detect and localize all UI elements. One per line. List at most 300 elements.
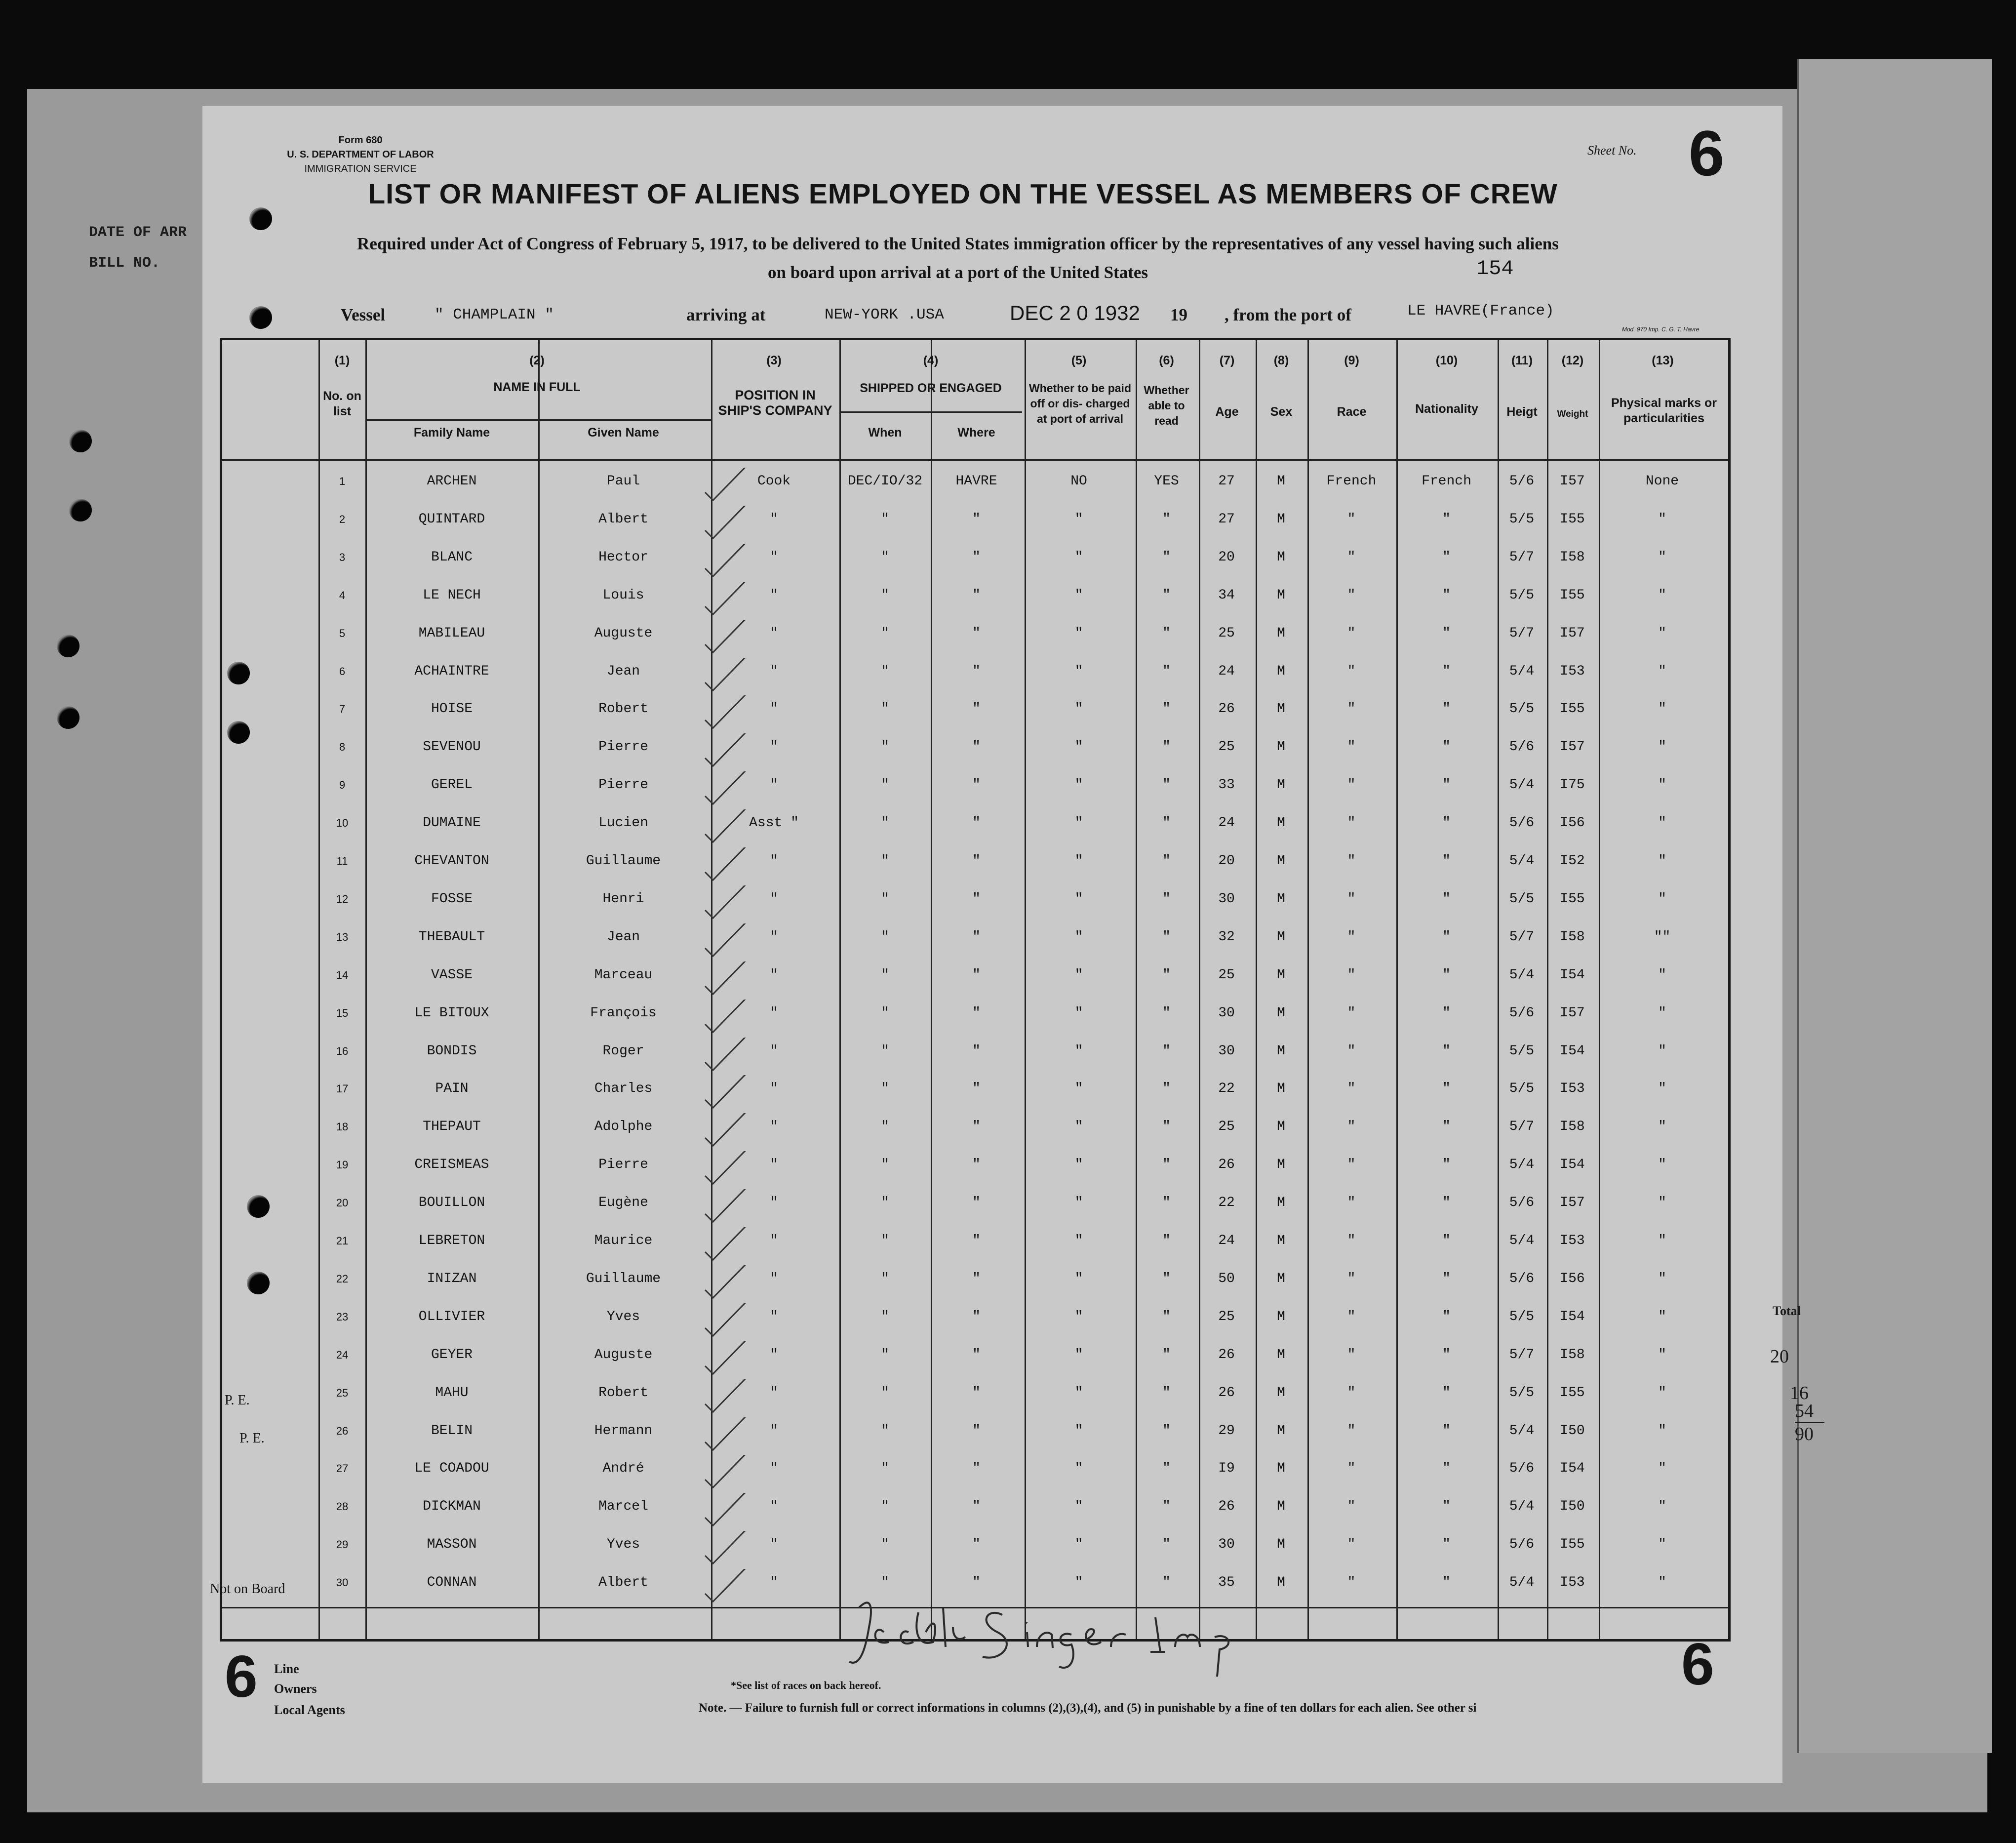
- cell-weight: I57: [1560, 1195, 1585, 1211]
- cell-able-to-read: ": [1162, 929, 1171, 945]
- cell-position: ": [770, 853, 778, 869]
- cell-shipped-where: ": [972, 739, 981, 755]
- cell-nationality: ": [1442, 549, 1451, 565]
- cell-able-to-read: ": [1162, 1119, 1171, 1135]
- cell-nationality: ": [1442, 1005, 1451, 1021]
- cell-shipped-where: ": [972, 1423, 981, 1439]
- cell-race: ": [1347, 1461, 1356, 1477]
- cell-paid-off: ": [1074, 815, 1083, 831]
- cell-given-name: François: [590, 1005, 657, 1021]
- cell-weight: I55: [1560, 1385, 1585, 1401]
- cell-race: ": [1347, 891, 1356, 907]
- table-row: [222, 468, 1728, 505]
- cell-weight: I50: [1560, 1423, 1585, 1439]
- cell-nationality: ": [1442, 777, 1451, 793]
- pencil-totals-label: Total: [1773, 1304, 1801, 1318]
- cell-position: ": [770, 1005, 778, 1021]
- col-when: When: [868, 426, 902, 440]
- cell-position: ": [770, 891, 778, 907]
- cell-physical-marks: ": [1658, 1575, 1666, 1591]
- vessel-line: [0, 301, 1708, 330]
- cell-able-to-read: ": [1162, 1385, 1171, 1401]
- underlying-sheet-text: [89, 217, 187, 279]
- cell-family-name: LE NECH: [423, 587, 481, 603]
- cell-shipped-when: ": [881, 1043, 889, 1059]
- cell-able-to-read: ": [1162, 1233, 1171, 1248]
- cell-paid-off: ": [1074, 1385, 1083, 1401]
- cell-paid-off: ": [1074, 1043, 1083, 1059]
- table-row: [222, 695, 1728, 733]
- cell-shipped-when: ": [881, 1423, 889, 1439]
- check-mark: [696, 1227, 755, 1265]
- cell-age: 24: [1218, 1233, 1235, 1248]
- cell-shipped-when: ": [881, 1461, 889, 1477]
- inspector-signature: [839, 1588, 1333, 1682]
- cell-height: 5/4: [1509, 1233, 1535, 1248]
- cell-shipped-where: ": [972, 891, 981, 907]
- cell-height: 5/7: [1509, 549, 1535, 565]
- manifest-number: 154: [1476, 257, 1514, 280]
- cell-family-name: PAIN: [435, 1081, 469, 1097]
- header-rule: [222, 459, 1728, 461]
- date-of-arrival-label: DATE OF ARR: [89, 224, 187, 241]
- cell-weight: I57: [1560, 739, 1585, 755]
- cell-paid-off: ": [1074, 1537, 1083, 1553]
- check-mark: [696, 658, 755, 695]
- cell-shipped-when: ": [881, 1157, 889, 1173]
- form-number: Form 680: [338, 135, 383, 146]
- cell-weight: I53: [1560, 1233, 1585, 1248]
- col-nationality: Nationality: [1415, 402, 1478, 416]
- col1-number: (1): [334, 354, 350, 367]
- cell-family-name: BOUILLON: [418, 1195, 485, 1211]
- check-mark: [696, 1075, 755, 1113]
- cell-position: ": [770, 739, 778, 755]
- cell-shipped-where: ": [972, 1271, 981, 1286]
- footer-races-note: *See list of races on back hereof.: [731, 1679, 881, 1691]
- cell-age: 26: [1218, 1157, 1235, 1173]
- cell-position: ": [770, 929, 778, 945]
- cell-age: 25: [1218, 625, 1235, 641]
- cell-shipped-when: ": [881, 1271, 889, 1286]
- punch-hole: [69, 430, 92, 452]
- cell-paid-off: ": [1074, 1081, 1083, 1097]
- cell-shipped-when: ": [881, 1385, 889, 1401]
- cell-sex: M: [1277, 815, 1285, 831]
- cell-sex: M: [1277, 474, 1285, 489]
- cell-race: ": [1347, 1423, 1356, 1439]
- cell-able-to-read: ": [1162, 1499, 1171, 1515]
- cell-sex: M: [1277, 1385, 1285, 1401]
- cell-height: 5/6: [1509, 739, 1535, 755]
- cell-nationality: French: [1422, 474, 1471, 489]
- col-where: Where: [957, 426, 995, 440]
- cell-physical-marks: ": [1658, 1195, 1666, 1211]
- table-row: [222, 1151, 1728, 1189]
- check-mark: [696, 1265, 755, 1303]
- cell-age: 26: [1218, 1347, 1235, 1362]
- cell-row-number: 13: [336, 930, 349, 943]
- cell-position: ": [770, 1423, 778, 1439]
- cell-physical-marks: ": [1658, 549, 1666, 565]
- cell-height: 5/5: [1509, 891, 1535, 907]
- cell-age: 30: [1218, 1043, 1235, 1059]
- cell-race: ": [1347, 1233, 1356, 1248]
- cell-age: 30: [1218, 891, 1235, 907]
- cell-given-name: Pierre: [598, 777, 648, 793]
- cell-sex: M: [1277, 587, 1285, 603]
- cell-height: 5/5: [1509, 1309, 1535, 1324]
- cell-weight: I54: [1560, 1157, 1585, 1173]
- arriving-port: NEW-YORK .USA: [825, 306, 944, 323]
- cell-sex: M: [1277, 853, 1285, 869]
- cell-shipped-when: ": [881, 1499, 889, 1515]
- cell-nationality: ": [1442, 511, 1451, 527]
- cell-family-name: QUINTARD: [418, 511, 485, 527]
- cell-family-name: ACHAINTRE: [414, 663, 489, 679]
- cell-race: ": [1347, 1347, 1356, 1362]
- cell-nationality: ": [1442, 1537, 1451, 1553]
- cell-nationality: ": [1442, 1575, 1451, 1591]
- cell-given-name: Louis: [602, 587, 644, 603]
- cell-paid-off: ": [1074, 891, 1083, 907]
- bill-no-label: BILL NO.: [89, 255, 160, 272]
- cell-height: 5/4: [1509, 1423, 1535, 1439]
- cell-able-to-read: ": [1162, 1195, 1171, 1211]
- cell-age: 24: [1218, 663, 1235, 679]
- cell-race: ": [1347, 701, 1356, 717]
- table-row: [222, 506, 1728, 543]
- cell-family-name: GEYER: [431, 1347, 473, 1362]
- cell-weight: I58: [1560, 1347, 1585, 1362]
- cell-able-to-read: ": [1162, 853, 1171, 869]
- table-row: [222, 885, 1728, 923]
- cell-position: ": [770, 1157, 778, 1173]
- from-port: LE HAVRE(France): [1407, 302, 1554, 320]
- cell-row-number: 24: [336, 1348, 349, 1361]
- cell-weight: I54: [1560, 1461, 1585, 1477]
- cell-race: ": [1347, 1385, 1356, 1401]
- cell-row-number: 17: [336, 1082, 349, 1095]
- cell-row-number: 25: [336, 1386, 349, 1399]
- cell-able-to-read: ": [1162, 1005, 1171, 1021]
- check-mark: [696, 468, 755, 505]
- check-mark: [696, 1455, 755, 1492]
- cell-given-name: Robert: [598, 701, 648, 717]
- cell-race: ": [1347, 1575, 1356, 1591]
- cell-height: 5/6: [1509, 1537, 1535, 1553]
- cell-position: ": [770, 701, 778, 717]
- cell-sex: M: [1277, 549, 1285, 565]
- cell-row-number: 10: [336, 817, 349, 830]
- cell-height: 5/5: [1509, 1385, 1535, 1401]
- col8-number: (8): [1273, 354, 1289, 367]
- cell-position: Cook: [757, 474, 791, 489]
- cell-height: 5/5: [1509, 1043, 1535, 1059]
- cell-family-name: MAHU: [435, 1385, 469, 1401]
- table-row: [222, 1493, 1728, 1530]
- col12-number: (12): [1561, 354, 1584, 367]
- cell-age: 32: [1218, 929, 1235, 945]
- cell-weight: I56: [1560, 1271, 1585, 1286]
- cell-given-name: Guillaume: [586, 853, 661, 869]
- cell-shipped-when: DEC/IO/32: [847, 474, 923, 489]
- table-row: [222, 1038, 1728, 1075]
- footer-line-label: Line: [274, 1662, 299, 1676]
- cell-position: ": [770, 1575, 778, 1591]
- cell-family-name: LE COADOU: [414, 1461, 489, 1477]
- cell-physical-marks: ": [1658, 815, 1666, 831]
- cell-race: ": [1347, 1043, 1356, 1059]
- cell-weight: I55: [1560, 701, 1585, 717]
- cell-sex: M: [1277, 929, 1285, 945]
- cell-shipped-where: ": [972, 1499, 981, 1515]
- cell-shipped-when: ": [881, 777, 889, 793]
- col-shipped-engaged: SHIPPED OR ENGAGED: [860, 381, 1002, 395]
- cell-paid-off: ": [1074, 1119, 1083, 1135]
- cell-shipped-where: ": [972, 1081, 981, 1097]
- cell-given-name: Yves: [606, 1537, 640, 1553]
- cell-sex: M: [1277, 663, 1285, 679]
- check-mark: [696, 885, 755, 923]
- check-mark: [696, 847, 755, 885]
- cell-physical-marks: ": [1658, 1537, 1666, 1553]
- table-row: [222, 1341, 1728, 1379]
- cell-paid-off: ": [1074, 549, 1083, 565]
- cell-physical-marks: ": [1658, 1347, 1666, 1362]
- cell-age: 25: [1218, 967, 1235, 983]
- cell-height: 5/7: [1509, 1347, 1535, 1362]
- vessel-label: Vessel: [341, 305, 386, 324]
- cell-family-name: BELIN: [431, 1423, 473, 1439]
- cell-given-name: Paul: [606, 474, 640, 489]
- cell-shipped-when: ": [881, 701, 889, 717]
- cell-weight: I53: [1560, 1575, 1585, 1591]
- cell-given-name: Albert: [598, 1575, 648, 1591]
- cell-shipped-where: ": [972, 1043, 981, 1059]
- cell-row-number: 26: [336, 1424, 349, 1437]
- check-mark: [696, 1493, 755, 1530]
- cell-race: ": [1347, 1119, 1356, 1135]
- cell-shipped-where: ": [972, 1195, 981, 1211]
- check-mark: [696, 1113, 755, 1151]
- cell-shipped-when: ": [881, 967, 889, 983]
- cell-row-number: 22: [336, 1272, 349, 1285]
- cell-row-number: 29: [336, 1538, 349, 1551]
- cell-shipped-when: ": [881, 511, 889, 527]
- cell-age: 29: [1218, 1423, 1235, 1439]
- check-mark: [696, 1531, 755, 1568]
- cell-given-name: Roger: [602, 1043, 644, 1059]
- cell-able-to-read: ": [1162, 1423, 1171, 1439]
- col-race: Race: [1337, 405, 1367, 419]
- cell-weight: I53: [1560, 1081, 1585, 1097]
- cell-sex: M: [1277, 777, 1285, 793]
- cell-nationality: ": [1442, 929, 1451, 945]
- cell-race: ": [1347, 815, 1356, 831]
- table-row: [222, 771, 1728, 809]
- cell-shipped-where: ": [972, 511, 981, 527]
- cell-age: 30: [1218, 1005, 1235, 1021]
- cell-family-name: DICKMAN: [423, 1499, 481, 1515]
- cell-shipped-where: ": [972, 1385, 981, 1401]
- cell-physical-marks: ": [1658, 1271, 1666, 1286]
- cell-weight: I57: [1560, 1005, 1585, 1021]
- cell-nationality: ": [1442, 1385, 1451, 1401]
- cell-shipped-where: ": [972, 1537, 981, 1553]
- cell-family-name: LEBRETON: [418, 1233, 485, 1248]
- cell-nationality: ": [1442, 1119, 1451, 1135]
- punch-hole: [57, 706, 79, 729]
- cell-age: 20: [1218, 853, 1235, 869]
- cell-given-name: Henri: [602, 891, 644, 907]
- cell-weight: I55: [1560, 587, 1585, 603]
- year-prefix: 19: [1170, 305, 1187, 324]
- cell-nationality: ": [1442, 891, 1451, 907]
- cell-shipped-when: ": [881, 1119, 889, 1135]
- table-row: [222, 1227, 1728, 1265]
- cell-shipped-when: ": [881, 1575, 889, 1591]
- from-label: , from the port of: [1225, 305, 1351, 324]
- pencil-total-3: 54: [1795, 1400, 1824, 1423]
- footer-local-agents-label: Local Agents: [274, 1703, 345, 1717]
- form-header: [252, 133, 469, 176]
- cell-age: 27: [1218, 474, 1235, 489]
- cell-family-name: LE BITOUX: [414, 1005, 489, 1021]
- cell-weight: I54: [1560, 1309, 1585, 1324]
- cell-row-number: 5: [339, 627, 346, 640]
- cell-row-number: 2: [339, 513, 346, 525]
- table-row: [222, 658, 1728, 695]
- cell-age: 50: [1218, 1271, 1235, 1286]
- cell-row-number: 20: [336, 1197, 349, 1209]
- col-paid-off: Whether to be paid off or dis- charged at port of arrival: [1029, 382, 1131, 425]
- cell-nationality: ": [1442, 1081, 1451, 1097]
- cell-given-name: Adolphe: [594, 1119, 653, 1135]
- col5-number: (5): [1071, 354, 1087, 367]
- cell-physical-marks: ": [1658, 663, 1666, 679]
- margin-note-not-on-board: Not on Board: [210, 1581, 285, 1597]
- cell-shipped-where: ": [972, 1157, 981, 1173]
- cell-nationality: ": [1442, 853, 1451, 869]
- sheet-label: Sheet No.: [1587, 143, 1637, 158]
- cell-age: 30: [1218, 1537, 1235, 1553]
- cell-shipped-where: ": [972, 815, 981, 831]
- cell-shipped-when: ": [881, 891, 889, 907]
- cell-physical-marks: ": [1658, 1423, 1666, 1439]
- cell-race: ": [1347, 1309, 1356, 1324]
- cell-able-to-read: ": [1162, 701, 1171, 717]
- cell-shipped-when: ": [881, 1347, 889, 1362]
- table-row: [222, 1379, 1728, 1417]
- cell-row-number: 11: [336, 855, 348, 867]
- cell-nationality: ": [1442, 1195, 1451, 1211]
- cell-nationality: ": [1442, 967, 1451, 983]
- cell-weight: I55: [1560, 1537, 1585, 1553]
- cell-physical-marks: ": [1658, 1233, 1666, 1248]
- cell-physical-marks: ": [1658, 701, 1666, 717]
- cell-paid-off: ": [1074, 663, 1083, 679]
- table-row: [222, 1303, 1728, 1341]
- cell-age: 34: [1218, 587, 1235, 603]
- cell-physical-marks: ": [1658, 1499, 1666, 1515]
- cell-row-number: 15: [336, 1006, 349, 1019]
- cell-position: ": [770, 625, 778, 641]
- cell-shipped-when: ": [881, 815, 889, 831]
- cell-weight: I75: [1560, 777, 1585, 793]
- cell-able-to-read: ": [1162, 1575, 1171, 1591]
- cell-given-name: Pierre: [598, 739, 648, 755]
- cell-able-to-read: ": [1162, 511, 1171, 527]
- cell-weight: I55: [1560, 511, 1585, 527]
- cell-able-to-read: ": [1162, 663, 1171, 679]
- cell-weight: I58: [1560, 549, 1585, 565]
- cell-paid-off: NO: [1070, 474, 1087, 489]
- check-mark: [696, 506, 755, 543]
- table-row: [222, 620, 1728, 657]
- cell-given-name: Eugène: [598, 1195, 648, 1211]
- cell-paid-off: ": [1074, 1309, 1083, 1324]
- check-mark: [696, 809, 755, 847]
- cell-physical-marks: ": [1658, 739, 1666, 755]
- department-name: U. S. DEPARTMENT OF LABOR: [287, 149, 434, 160]
- cell-position: Asst ": [749, 815, 799, 831]
- col-no-on-list: No. on list: [323, 389, 361, 418]
- cell-position: ": [770, 967, 778, 983]
- cell-able-to-read: ": [1162, 625, 1171, 641]
- cell-sex: M: [1277, 739, 1285, 755]
- cell-shipped-where: ": [972, 1233, 981, 1248]
- check-mark: [696, 582, 755, 619]
- sheet-number: 6: [1689, 117, 1725, 189]
- cell-shipped-where: ": [972, 777, 981, 793]
- cell-race: ": [1347, 549, 1356, 565]
- table-row: [222, 544, 1728, 581]
- cell-physical-marks: ": [1658, 1309, 1666, 1324]
- cell-shipped-when: ": [881, 1195, 889, 1211]
- cell-family-name: THEBAULT: [418, 929, 485, 945]
- cell-sex: M: [1277, 1005, 1285, 1021]
- pencil-total-1: 20: [1770, 1346, 1789, 1367]
- check-mark: [696, 695, 755, 733]
- cell-able-to-read: ": [1162, 1309, 1171, 1324]
- cell-weight: I53: [1560, 663, 1585, 679]
- cell-position: ": [770, 1271, 778, 1286]
- cell-paid-off: ": [1074, 929, 1083, 945]
- cell-height: 5/4: [1509, 853, 1535, 869]
- cell-sex: M: [1277, 1081, 1285, 1097]
- cell-nationality: ": [1442, 1309, 1451, 1324]
- table-row: [222, 1000, 1728, 1037]
- cell-height: 5/5: [1509, 511, 1535, 527]
- cell-given-name: Maurice: [594, 1233, 653, 1248]
- cell-physical-marks: ": [1658, 587, 1666, 603]
- pencil-total-4: 90: [1795, 1424, 1814, 1444]
- cell-row-number: 4: [339, 589, 346, 601]
- cell-age: 27: [1218, 511, 1235, 527]
- cell-sex: M: [1277, 1575, 1285, 1591]
- col-height: Heigt: [1506, 405, 1538, 419]
- footer-owners-label: Owners: [274, 1682, 317, 1696]
- cell-shipped-when: ": [881, 1309, 889, 1324]
- crew-table: [220, 338, 1731, 1642]
- cell-given-name: Hermann: [594, 1423, 653, 1439]
- cell-physical-marks: ": [1658, 777, 1666, 793]
- check-mark: [696, 544, 755, 581]
- col-able-to-read: Whether able to read: [1144, 384, 1189, 427]
- cell-given-name: Marceau: [594, 967, 653, 983]
- cell-position: ": [770, 511, 778, 527]
